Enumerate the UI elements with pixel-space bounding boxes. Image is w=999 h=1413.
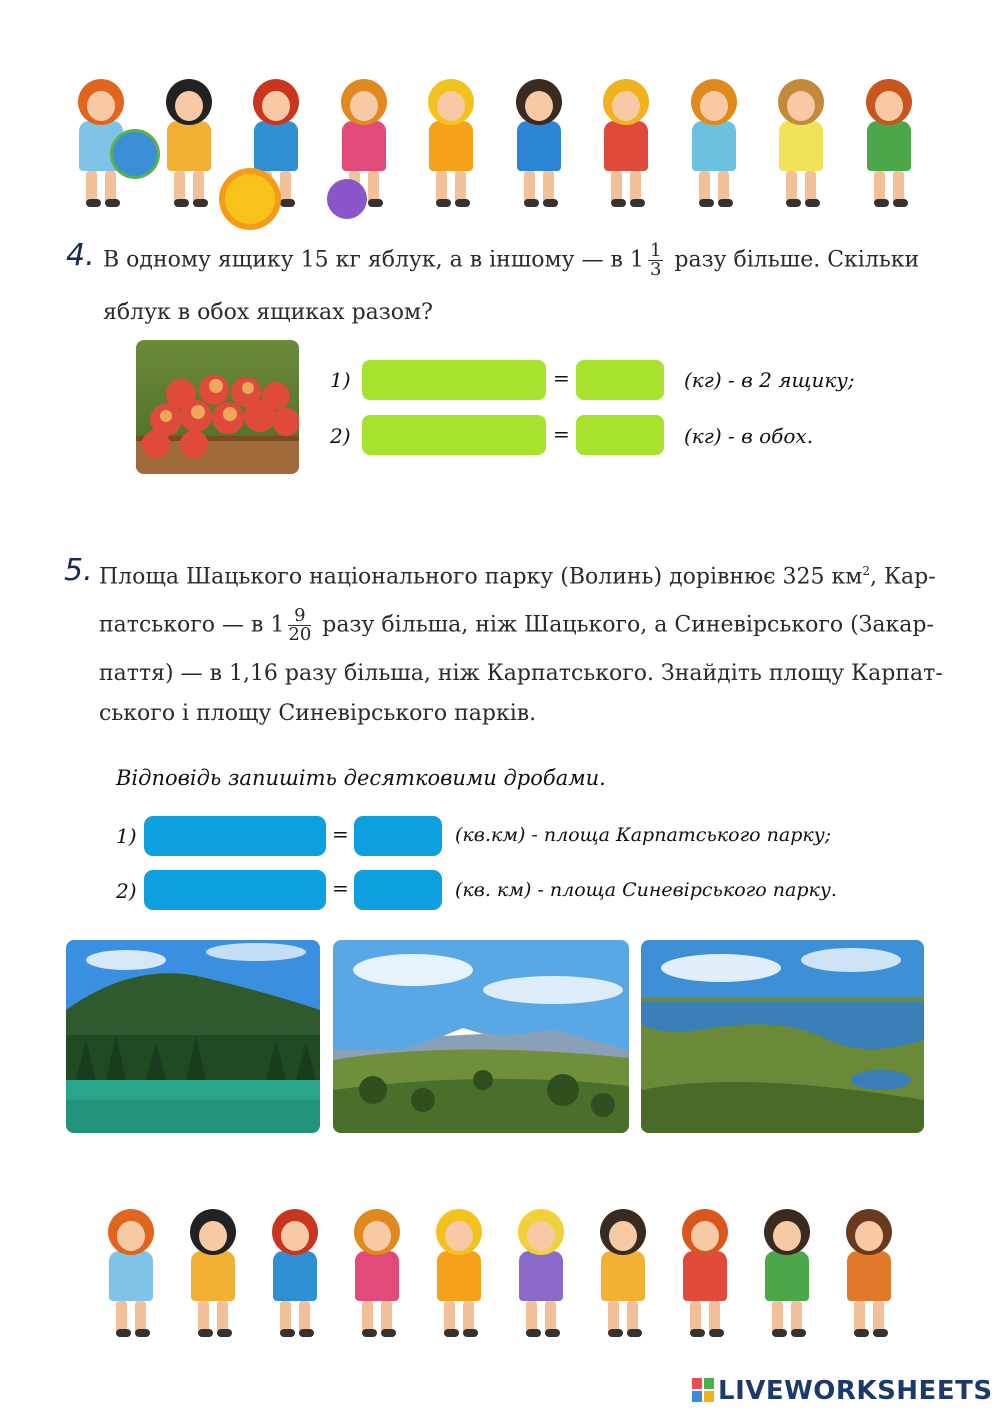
kid-illustration <box>182 1209 244 1335</box>
kid-illustration <box>674 1209 736 1335</box>
problem-4-line1-end: разу більше. Скільки <box>674 247 920 273</box>
carpathian-valley-photo <box>333 940 629 1133</box>
kid-illustration <box>333 79 395 205</box>
problem-5-row2-label: (кв. км) - площа Синевірського парку. <box>455 879 837 901</box>
kid-illustration <box>683 79 745 205</box>
problem-5-row2-equals: = <box>332 876 349 900</box>
carpathian-valley-image <box>333 940 629 1133</box>
kid-illustration <box>158 79 220 205</box>
problem-4-row1-expression-input-box[interactable] <box>362 360 546 400</box>
kid-illustration <box>346 1209 408 1335</box>
problem-4-row1-answer-input-box[interactable] <box>576 360 664 400</box>
problem-5-row1-expression-input-box[interactable] <box>144 816 326 856</box>
problem-4-number: 4. <box>66 238 95 273</box>
problem-5-row2-expression-input-box[interactable] <box>144 870 326 910</box>
fraction-denominator: 20 <box>288 624 312 646</box>
kid-illustration <box>756 1209 818 1335</box>
problem-5-row2-expression-input[interactable] <box>144 870 326 910</box>
problem-4-line2: яблук в обох ящиках разом? <box>103 300 433 325</box>
problem-5-row1-number: 1) <box>116 824 137 848</box>
mountain-lake-photo <box>66 940 320 1133</box>
kid-illustration <box>100 1209 162 1335</box>
problem-5-text <box>99 557 943 728</box>
problem-5-line1-start: Площа Шацького національного парку (Волинь) дорівнює 325 км <box>99 564 863 590</box>
kids-banner-bottom <box>100 1170 900 1335</box>
kid-illustration <box>264 1209 326 1335</box>
fraction-one-third <box>648 242 663 279</box>
fraction-numerator: 1 <box>649 240 662 261</box>
problem-4-row2-number: 2) <box>330 424 351 448</box>
kid-illustration <box>592 1209 654 1335</box>
problem-5-line3: паття) — в 1,16 разу більша, ніж Карпатського. Знайдіть площу Карпат- <box>99 661 943 687</box>
problem-4-text <box>103 242 933 327</box>
kid-illustration <box>838 1209 900 1335</box>
kids-banner-top <box>70 40 920 205</box>
problem-5-row1-equals: = <box>332 822 349 846</box>
superscript-2: 2 <box>862 564 871 578</box>
lake-aerial-photo <box>641 940 924 1133</box>
problem-4-row2-answer-input[interactable] <box>576 415 664 455</box>
problem-4-row1-expression-input[interactable] <box>362 360 546 400</box>
kid-illustration <box>770 79 832 205</box>
problem-5-row1-expression-input[interactable] <box>144 816 326 856</box>
liveworksheets-logo-icon <box>692 1378 714 1402</box>
problem-5-row1-answer-input[interactable] <box>354 816 442 856</box>
problem-4-row2-equals: = <box>553 422 570 446</box>
apple-crate-photo <box>136 340 299 474</box>
kid-illustration <box>70 79 132 205</box>
problem-5-line2-start: патського — в 1 <box>99 612 285 638</box>
fraction-nine-twentieths <box>288 607 311 644</box>
problem-5-line4: ського і площу Синевірського парків. <box>99 701 537 727</box>
kid-illustration <box>595 79 657 205</box>
problem-4-row2-answer-input-box[interactable] <box>576 415 664 455</box>
problem-5-row2-answer-input-box[interactable] <box>354 870 442 910</box>
apple-crate-image <box>136 340 299 474</box>
problem-4-row1-answer-input[interactable] <box>576 360 664 400</box>
problem-4-row2-expression-input-box[interactable] <box>362 415 546 455</box>
problem-5-number: 5. <box>64 553 93 588</box>
problem-4-row2-expression-input[interactable] <box>362 415 546 455</box>
problem-4-line1-start: В одному ящику 15 кг яблук, а в іншому — в 1 <box>103 247 644 273</box>
problem-5-row1-answer-input-box[interactable] <box>354 816 442 856</box>
kid-illustration <box>858 79 920 205</box>
problem-4-row1-label: (кг) - в 2 ящику; <box>684 368 855 392</box>
mountain-lake-image <box>66 940 320 1133</box>
problem-5-line1-end: , Кар- <box>870 564 936 590</box>
problem-5-instruction: Відповідь запишіть десятковими дробами. <box>116 766 606 790</box>
problem-4-row1-number: 1) <box>330 368 351 392</box>
kid-illustration <box>508 79 570 205</box>
kid-illustration <box>245 79 307 205</box>
liveworksheets-logo-text: LIVEWORKSHEETS <box>718 1376 993 1406</box>
problem-5-row2-number: 2) <box>116 879 137 903</box>
problem-4-row2-label: (кг) - в обох. <box>684 424 814 448</box>
kid-illustration <box>510 1209 572 1335</box>
problem-5-row2-answer-input[interactable] <box>354 870 442 910</box>
lake-aerial-image <box>641 940 924 1133</box>
kid-illustration <box>420 79 482 205</box>
fraction-denominator: 3 <box>649 259 662 280</box>
problem-4-row1-equals: = <box>553 366 570 390</box>
fraction-numerator: 9 <box>288 607 311 626</box>
problem-5-row1-label: (кв.км) - площа Карпатського парку; <box>455 824 832 846</box>
kid-illustration <box>428 1209 490 1335</box>
problem-5-line2-end: разу більша, ніж Шацького, а Синевірського (Закар- <box>322 612 934 638</box>
